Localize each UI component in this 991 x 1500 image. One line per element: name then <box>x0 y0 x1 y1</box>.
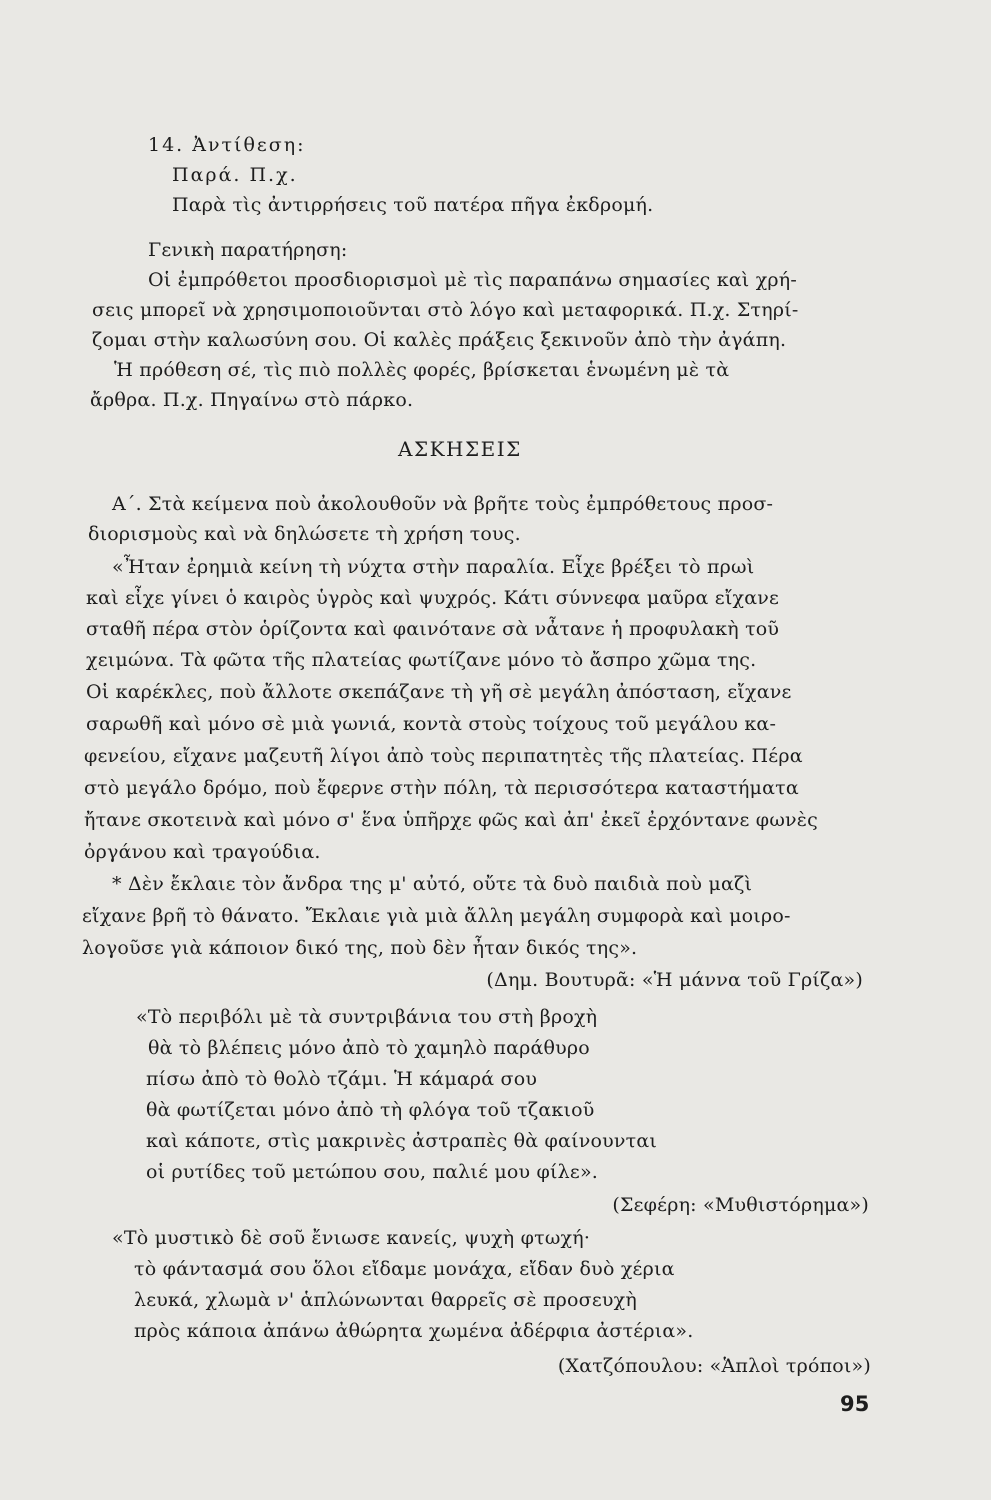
section-subtitle: Παρά. Π.χ. <box>172 164 298 186</box>
poem-line: λευκά, χλωμὰ ν' ἁπλώνωνται θαρρεῖς σὲ προσευχὴ <box>134 1289 637 1311</box>
poem-line: θὰ φωτίζεται μόνο ἀπὸ τὴ φλόγα τοῦ τζακιοῦ <box>146 1099 595 1121</box>
poem-line: τὸ φάντασμά σου ὅλοι εἴδαμε μονάχα, εἴδαν δυὸ χέρια <box>134 1258 675 1280</box>
prose-line: * Δὲν ἔκλαιε τὸν ἄνδρα της μ' αὐτό, οὔτε τὰ δυὸ παιδιὰ ποὺ μαζὶ <box>112 873 753 895</box>
page-number: 95 <box>840 1392 870 1416</box>
poem-line: πρὸς κάποια ἀπάνω ἀθώρητα χωμένα ἀδέρφια ἀστέρια». <box>134 1320 694 1342</box>
prose-line: λογοῦσε γιὰ κάποιον δικό της, ποὺ δὲν ἦταν δικός της». <box>82 937 638 959</box>
note-line: ζομαι στὴν καλωσύνη σου. Οἱ καλὲς πράξεις ξεκινοῦν ἀπὸ τὴν ἀγάπη. <box>92 329 787 351</box>
prose-line: Οἱ καρέκλες, ποὺ ἄλλοτε σκεπάζανε τὴ γῆ σὲ μεγάλη ἀπόσταση, εἴχανε <box>86 681 792 703</box>
prose-line: εἴχανε βρῆ τὸ θάνατο. Ἔκλαιε γιὰ μιὰ ἄλλη μεγάλη συμφορὰ καὶ μοιρο- <box>82 905 791 927</box>
prose-line: χειμώνα. Τὰ φῶτα τῆς πλατείας φωτίζανε μόνο τὸ ἄσπρο χῶμα της. <box>86 649 757 671</box>
poem-line: οἱ ρυτίδες τοῦ μετώπου σου, παλιέ μου φίλε». <box>146 1161 599 1183</box>
poem-line: «Τὸ περιβόλι μὲ τὰ συντριβάνια του στὴ βροχὴ <box>136 1006 598 1028</box>
prose-line: καὶ εἶχε γίνει ὁ καιρὸς ὑγρὸς καὶ ψυχρός. Κάτι σύννεφα μαῦρα εἴχανε <box>86 587 780 609</box>
section-title: 14. Ἀντίθεση: <box>148 134 306 156</box>
exercises-heading: ΑΣΚΗΣΕΙΣ <box>398 437 522 461</box>
prose-source: (Δημ. Βουτυρᾶ: «Ἡ μάννα τοῦ Γρίζα») <box>486 969 863 991</box>
prose-line: ἤτανε σκοτεινὰ καὶ μόνο σ' ἕνα ὑπῆρχε φῶς καὶ ἀπ' ἐκεῖ ἐρχόντανε φωνὲς <box>84 809 818 831</box>
poem2-source: (Χατζόπουλου: «Ἁπλοὶ τρόποι») <box>557 1355 871 1377</box>
prose-line: «Ἦταν ἐρημιὰ κείνη τὴ νύχτα στὴν παραλία. Εἶχε βρέξει τὸ πρωὶ <box>112 556 755 578</box>
note-heading: Γενικὴ παρατήρηση: <box>148 239 348 261</box>
note-line: Ἡ πρόθεση σέ, τὶς πιὸ πολλὲς φορές, βρίσκεται ἑνωμένη μὲ τὰ <box>114 359 730 381</box>
note-line: Οἱ ἐμπρόθετοι προσδιορισμοὶ μὲ τὶς παραπάνω σημασίες καὶ χρή- <box>148 269 797 291</box>
prose-line: σαρωθῆ καὶ μόνο σὲ μιὰ γωνιά, κοντὰ στοὺς τοίχους τοῦ μεγάλου κα- <box>86 713 777 735</box>
poem-line: πίσω ἀπὸ τὸ θολὸ τζάμι. Ἡ κάμαρά σου <box>146 1068 538 1090</box>
prose-line: στὸ μεγάλο δρόμο, ποὺ ἔφερνε στὴν πόλη, τὰ περισσότερα καταστήματα <box>84 777 799 799</box>
section-example: Παρὰ τὶς ἀντιρρήσεις τοῦ πατέρα πῆγα ἐκδρομή. <box>172 194 654 216</box>
note-line: ἄρθρα. Π.χ. Πηγαίνω στὸ πάρκο. <box>90 389 414 411</box>
note-line: σεις μπορεῖ νὰ χρησιμοποιοῦνται στὸ λόγο καὶ μεταφορικά. Π.χ. Στηρί- <box>92 299 799 321</box>
poem-line: «Τὸ μυστικὸ δὲ σοῦ ἔνιωσε κανείς, ψυχὴ φτωχή· <box>112 1227 591 1249</box>
exercise-instruction: Α΄. Στὰ κείμενα ποὺ ἀκολουθοῦν νὰ βρῆτε τοὺς ἐμπρόθετους προσ- <box>112 493 774 515</box>
prose-line: ὀργάνου καὶ τραγούδια. <box>84 841 321 863</box>
poem1-source: (Σεφέρη: «Μυθιστόρημα») <box>612 1194 869 1216</box>
exercise-instruction: διορισμοὺς καὶ νὰ δηλώσετε τὴ χρήση τους. <box>88 523 521 545</box>
prose-line: σταθῆ πέρα στὸν ὁρίζοντα καὶ φαινότανε σὰ νἆτανε ἡ προφυλακὴ τοῦ <box>86 618 780 640</box>
poem-line: θὰ τὸ βλέπεις μόνο ἀπὸ τὸ χαμηλὸ παράθυρο <box>148 1037 590 1059</box>
prose-line: φενείου, εἴχανε μαζευτῆ λίγοι ἀπὸ τοὺς περιπατητὲς τῆς πλατείας. Πέρα <box>84 745 803 767</box>
poem-line: καὶ κάποτε, στὶς μακρινὲς ἀστραπὲς θὰ φαίνουνται <box>146 1130 658 1152</box>
